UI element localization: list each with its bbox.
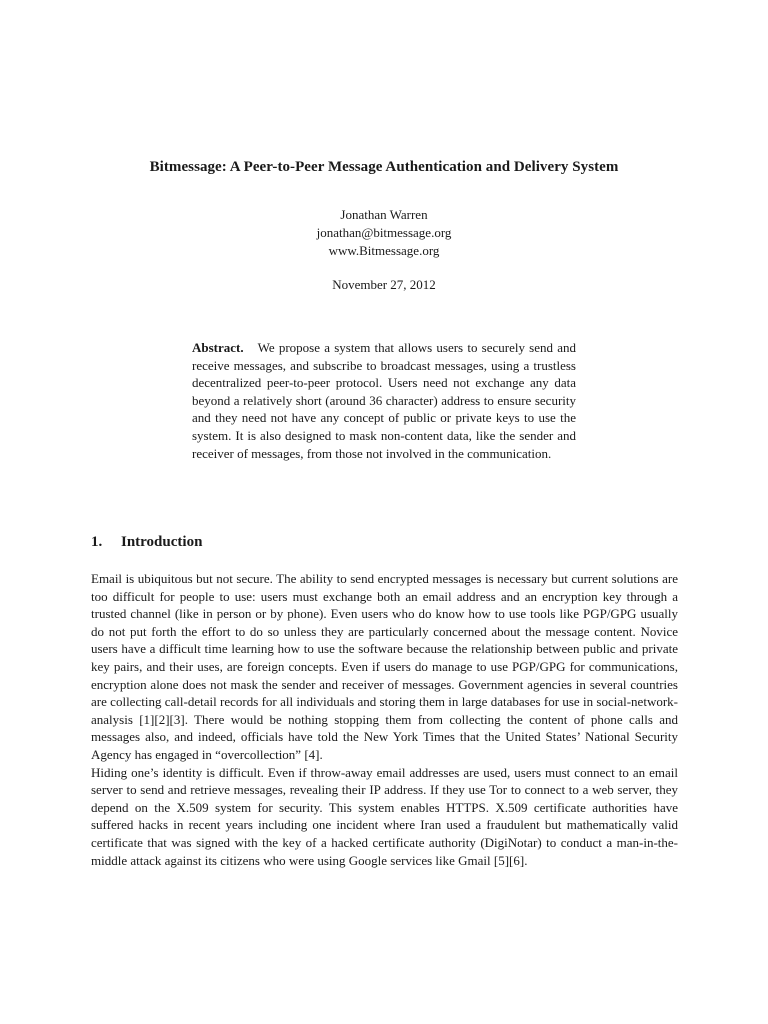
paper-title: Bitmessage: A Peer-to-Peer Message Authentication and Delivery System xyxy=(149,159,619,175)
author-website: www.Bitmessage.org xyxy=(328,243,440,258)
abstract xyxy=(192,339,576,462)
paragraph: Hiding one’s identity is difficult. Even if throw-away email addresses are used, users must connect to an email server to send and retrieve messages, revealing their IP address. If they use Tor to connect to a web server, they depend on the X.509 system for security. This system enables HTTPS. X.509 certificate authorities have suffered hacks in recent years including one incident where Iran used a fraudulent but mathematically valid certificate that was signed with the key of a hacked certificate authority (DigiNotar) to conduct a man-in-the-middle attack against its citizens who were using Google services like Gmail [5][6]. xyxy=(91,764,678,868)
author-block xyxy=(0,206,768,260)
author-name: Jonathan Warren xyxy=(340,207,428,222)
section-heading-introduction xyxy=(91,532,202,552)
author-email: jonathan@bitmessage.org xyxy=(316,225,452,240)
section-body xyxy=(91,570,678,869)
section-title: Introduction xyxy=(121,534,203,550)
paragraph: Email is ubiquitous but not secure. The ability to send encrypted messages is necessary but current solutions are too difficult for people to use: users must exchange both an email address and an encryption key through a trusted channel (like in person or by phone). Even users who do know how to use tools like PGP/GPG usually do not put forth the effort to do so unless they are particularly concerned about the message content. Novice users have a difficult time learning how to use the software because the relationship between public and private key pairs, and their uses, are foreign concepts. Even if users do manage to use PGP/GPG for communications, encryption alone does not mask the sender and receiver of messages. Government agencies in several countries are collecting call-detail records for all individuals and storing them in large databases for use in social-network-analysis [1][2][3]. There would be nothing stopping them from collecting the content of phone calls and messages also, and indeed, officials have told the New York Times that the United States’ National Security Agency has engaged in “overcollection” [4]. xyxy=(91,571,678,762)
section-number: 1. xyxy=(91,534,103,550)
publication-date: November 27, 2012 xyxy=(332,277,436,292)
abstract-label: Abstract. xyxy=(192,340,244,355)
abstract-text: We propose a system that allows users to securely send and receive messages, and subscribe to broadcast messages, using a trustless decentralized peer-to-peer protocol. Users need not exchange any data beyond a relatively short (around 36 character) address to ensure security and they need not have any concept of public or private keys to use the system. It is also designed to mask non-content data, like the sender and receiver of messages, from those not involved in the communication. xyxy=(192,340,576,461)
